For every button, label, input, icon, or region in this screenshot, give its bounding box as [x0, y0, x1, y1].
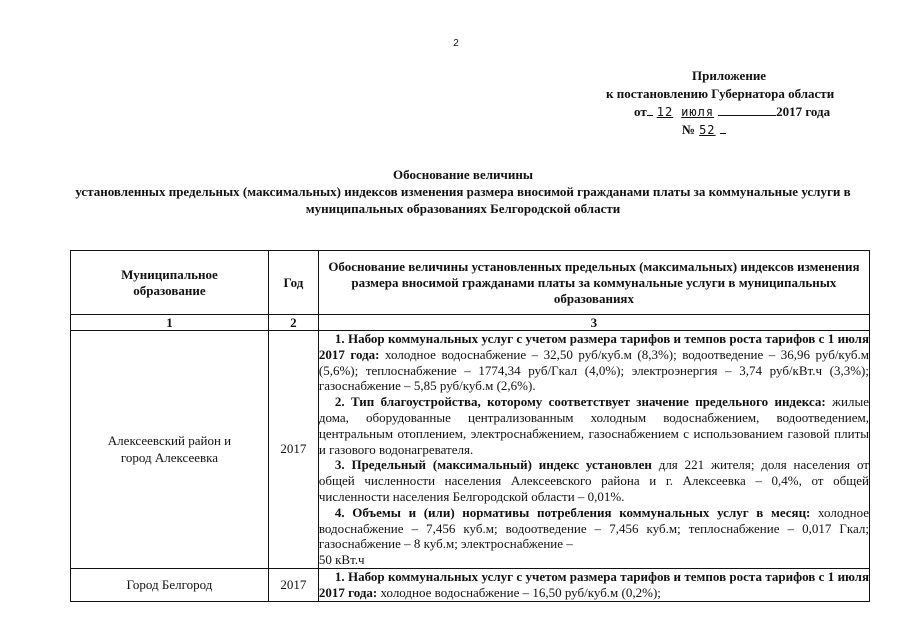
justification-cell — [318, 331, 869, 569]
date-prefix: от — [634, 104, 647, 119]
header-year: Год — [268, 251, 318, 315]
year-cell: 2017 — [268, 331, 318, 569]
number-prefix: № — [682, 122, 696, 137]
item-index-text: для 221 жителя; доля населения от общей численности населения Алексеевского района и г. Алексеевка – 0,4%, от общей численности населения Белгородской области – 0,01%. — [318, 457, 869, 504]
table-number-row — [71, 315, 870, 331]
header-justification: Обоснование величины установленных предельных (максимальных) индексов изменения размера вносимой гражданами платы за коммунальные услуги в муниципальных образованиях — [318, 251, 869, 315]
item-tariffs — [319, 569, 869, 601]
item-tariffs-heading: 1. Набор коммунальных услуг с учетом размера тарифов и темпов роста тарифов с 1 июля 2017 года: — [318, 568, 869, 600]
municipality-cell: Город Белгород — [71, 568, 269, 601]
item-index-population — [319, 457, 869, 504]
page-number: 2 — [453, 38, 459, 49]
header-municipality: Муниципальное образование — [71, 251, 269, 315]
item-consumption — [319, 505, 869, 552]
col-number-3: 3 — [318, 315, 869, 331]
appendix-number-line — [600, 121, 870, 139]
item-consumption-text: холодное водоснабжение – 7,456 куб.м; водоотведение – 7,456 куб.м; теплоснабжение – 0,017 Гкал; газоснабжение – 8 куб.м; электроснабжение – — [318, 504, 869, 552]
justification-table — [70, 250, 870, 602]
item-index-heading: 3. Предельный (максимальный) индекс установлен — [334, 457, 652, 473]
item-consumption-heading: 4. Объемы и (или) нормативы потребления коммунальных услуг в месяц: — [334, 504, 811, 520]
item-improvement-type — [319, 394, 869, 457]
col-number-2: 2 — [268, 315, 318, 331]
item-improvement-text: жилые дома, оборудованные централизованным холодным водоснабжением, водоотведением, центральным отоплением, электроснабжением, газоснабжением с использованием газовой плиты и газового водонагревателя. — [318, 394, 869, 457]
municipality-cell: Алексеевский район и город Алексеевка — [71, 331, 269, 569]
item-tariffs-heading: 1. Набор коммунальных услуг с учетом размера тарифов и темпов роста тарифов с 1 июля 2017 года: — [318, 331, 869, 362]
number-value: 52 — [699, 123, 716, 137]
appendix-date-line — [600, 103, 870, 121]
table-row — [71, 568, 870, 601]
year-cell: 2017 — [268, 568, 318, 601]
table-row — [71, 331, 870, 569]
document-title — [40, 166, 886, 217]
item-consumption-last-line: 50 кВт.ч — [318, 552, 365, 568]
item-tariffs — [319, 331, 869, 394]
date-month: июля — [681, 105, 715, 119]
title-line-1: Обоснование величины — [393, 167, 533, 182]
appendix-title: Приложение — [692, 68, 767, 83]
item-tariffs-text: холодное водоснабжение – 32,50 руб/куб.м (8,3%); водоотведение – 36,96 руб/куб.м (5,6%); теплоснабжение – 1774,34 руб/Гкал (4,0%); электроэнергия – 3,74 руб/кВт.ч (3,3%); газоснабжение – 5,85 руб/куб.м (2,6%). — [318, 346, 869, 394]
date-day: 12 — [656, 105, 674, 119]
appendix-header — [600, 67, 870, 139]
appendix-decree-line: к постановлению Губернатора области — [606, 86, 835, 101]
table-header-row — [71, 251, 870, 315]
justification-cell — [318, 568, 869, 601]
date-suffix: 2017 года — [776, 104, 831, 119]
item-tariffs-text: холодное водоснабжение – 16,50 руб/куб.м (0,2%); — [377, 584, 661, 600]
title-line-2: установленных предельных (максимальных) индексов изменения размера вносимой гражданами платы за коммунальные услуги в муниципальных образованиях Белгородской области — [75, 184, 851, 216]
item-improvement-heading: 2. Тип благоустройства, которому соответствует значение предельного индекса: — [334, 394, 826, 410]
col-number-1: 1 — [71, 315, 269, 331]
